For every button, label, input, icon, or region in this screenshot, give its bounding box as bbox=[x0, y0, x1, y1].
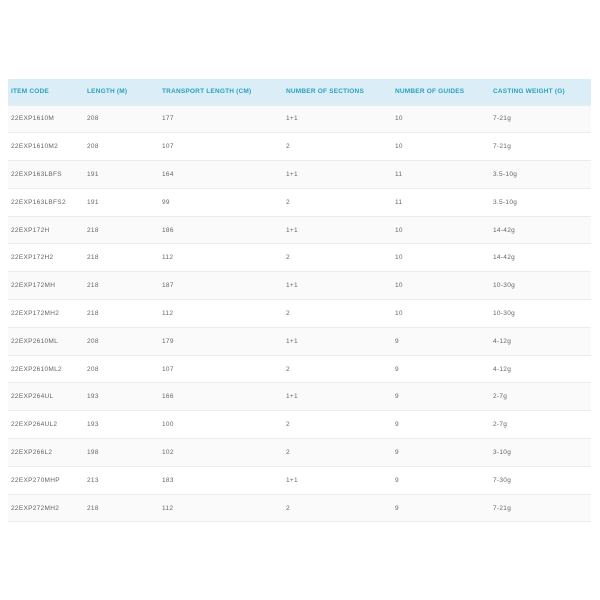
length-cell: 208 bbox=[87, 337, 99, 345]
header-transport-length: TRANSPORT LENGTH (CM) bbox=[162, 88, 252, 96]
guides-cell: 10 bbox=[395, 226, 403, 234]
header-casting-weight: CASTING WEIGHT (G) bbox=[493, 88, 565, 96]
sections-cell: 2 bbox=[286, 254, 290, 262]
table-row bbox=[8, 383, 591, 411]
item-code-cell: 22EXP172H2 bbox=[11, 254, 54, 262]
guides-cell: 9 bbox=[395, 421, 399, 429]
item-code-cell: 22EXP172MH bbox=[11, 282, 56, 290]
length-cell: 213 bbox=[87, 476, 99, 484]
casting-weight-cell: 10-30g bbox=[493, 309, 516, 317]
item-code-cell: 22EXP163LBFS bbox=[11, 170, 62, 178]
table-row bbox=[8, 355, 591, 383]
sections-cell: 1+1 bbox=[286, 393, 298, 401]
sections-cell: 1+1 bbox=[286, 337, 298, 345]
transport-length-cell: 112 bbox=[162, 504, 174, 512]
item-code-cell: 22EXP163LBFS2 bbox=[11, 198, 66, 206]
length-cell: 193 bbox=[87, 393, 99, 401]
item-code-cell: 22EXP1610M2 bbox=[11, 143, 59, 151]
sections-cell: 2 bbox=[286, 421, 290, 429]
item-code-cell: 22EXP264UL bbox=[11, 393, 54, 401]
sections-cell: 2 bbox=[286, 365, 290, 373]
casting-weight-cell: 10-30g bbox=[493, 282, 516, 290]
length-cell: 193 bbox=[87, 421, 99, 429]
table-body bbox=[8, 105, 591, 522]
sections-cell: 2 bbox=[286, 309, 290, 317]
transport-length-cell: 177 bbox=[162, 115, 174, 123]
header-row bbox=[8, 79, 591, 105]
transport-length-cell: 186 bbox=[162, 226, 174, 234]
sections-cell: 1+1 bbox=[286, 476, 298, 484]
casting-weight-cell: 3-10g bbox=[493, 448, 512, 456]
guides-cell: 11 bbox=[395, 198, 403, 206]
table-row bbox=[8, 494, 591, 522]
guides-cell: 10 bbox=[395, 115, 403, 123]
casting-weight-cell: 4-12g bbox=[493, 365, 512, 373]
transport-length-cell: 166 bbox=[162, 393, 174, 401]
transport-length-cell: 179 bbox=[162, 337, 174, 345]
table-header bbox=[8, 79, 591, 105]
spec-table bbox=[8, 79, 591, 522]
transport-length-cell: 112 bbox=[162, 254, 174, 262]
length-cell: 191 bbox=[87, 198, 99, 206]
guides-cell: 9 bbox=[395, 393, 399, 401]
guides-cell: 10 bbox=[395, 254, 403, 262]
guides-cell: 9 bbox=[395, 337, 399, 345]
guides-cell: 10 bbox=[395, 282, 403, 290]
item-code-cell: 22EXP272MH2 bbox=[11, 504, 60, 512]
guides-cell: 9 bbox=[395, 476, 399, 484]
item-code-cell: 22EXP172MH2 bbox=[11, 309, 60, 317]
length-cell: 218 bbox=[87, 254, 99, 262]
casting-weight-cell: 3.5-10g bbox=[493, 170, 518, 178]
transport-length-cell: 164 bbox=[162, 170, 174, 178]
sections-cell: 1+1 bbox=[286, 226, 298, 234]
table-row bbox=[8, 466, 591, 494]
guides-cell: 9 bbox=[395, 504, 399, 512]
transport-length-cell: 100 bbox=[162, 421, 174, 429]
sections-cell: 2 bbox=[286, 448, 290, 456]
header-number-of-guides: NUMBER OF GUIDES bbox=[395, 88, 465, 96]
guides-cell: 10 bbox=[395, 309, 403, 317]
length-cell: 208 bbox=[87, 143, 99, 151]
table-row bbox=[8, 188, 591, 216]
header-length: LENGTH (M) bbox=[87, 88, 128, 96]
length-cell: 198 bbox=[87, 448, 99, 456]
guides-cell: 9 bbox=[395, 365, 399, 373]
casting-weight-cell: 3.5-10g bbox=[493, 198, 518, 206]
item-code-cell: 22EXP270MHP bbox=[11, 476, 60, 484]
item-code-cell: 22EXP266L2 bbox=[11, 448, 53, 456]
length-cell: 218 bbox=[87, 282, 99, 290]
item-code-cell: 22EXP172H bbox=[11, 226, 50, 234]
length-cell: 191 bbox=[87, 170, 99, 178]
table-row bbox=[8, 411, 591, 439]
table-row bbox=[8, 244, 591, 272]
header-number-of-sections: NUMBER OF SECTIONS bbox=[286, 88, 364, 96]
sections-cell: 2 bbox=[286, 143, 290, 151]
transport-length-cell: 183 bbox=[162, 476, 174, 484]
transport-length-cell: 107 bbox=[162, 365, 174, 373]
guides-cell: 11 bbox=[395, 170, 403, 178]
sections-cell: 1+1 bbox=[286, 170, 298, 178]
item-code-cell: 22EXP2610ML bbox=[11, 337, 59, 345]
casting-weight-cell: 4-12g bbox=[493, 337, 512, 345]
casting-weight-cell: 7-21g bbox=[493, 143, 512, 151]
item-code-cell: 22EXP2610ML2 bbox=[11, 365, 62, 373]
casting-weight-cell: 7-21g bbox=[493, 115, 512, 123]
length-cell: 218 bbox=[87, 226, 99, 234]
transport-length-cell: 107 bbox=[162, 143, 174, 151]
casting-weight-cell: 7-30g bbox=[493, 476, 512, 484]
sections-cell: 2 bbox=[286, 504, 290, 512]
header-item-code: ITEM CODE bbox=[11, 88, 49, 96]
casting-weight-cell: 14-42g bbox=[493, 254, 516, 262]
table-row bbox=[8, 327, 591, 355]
table-row bbox=[8, 133, 591, 161]
table-row bbox=[8, 272, 591, 300]
transport-length-cell: 99 bbox=[162, 198, 170, 206]
guides-cell: 9 bbox=[395, 448, 399, 456]
item-code-cell: 22EXP264UL2 bbox=[11, 421, 58, 429]
transport-length-cell: 112 bbox=[162, 309, 174, 317]
transport-length-cell: 187 bbox=[162, 282, 174, 290]
table-row bbox=[8, 161, 591, 189]
transport-length-cell: 102 bbox=[162, 448, 174, 456]
sections-cell: 2 bbox=[286, 198, 290, 206]
table-row bbox=[8, 105, 591, 133]
length-cell: 218 bbox=[87, 309, 99, 317]
casting-weight-cell: 2-7g bbox=[493, 421, 508, 429]
casting-weight-cell: 14-42g bbox=[493, 226, 516, 234]
guides-cell: 10 bbox=[395, 143, 403, 151]
length-cell: 208 bbox=[87, 115, 99, 123]
length-cell: 208 bbox=[87, 365, 99, 373]
spec-table-container bbox=[8, 79, 591, 522]
sections-cell: 1+1 bbox=[286, 115, 298, 123]
table-row bbox=[8, 439, 591, 467]
item-code-cell: 22EXP1610M bbox=[11, 115, 55, 123]
table-row bbox=[8, 216, 591, 244]
length-cell: 218 bbox=[87, 504, 99, 512]
sections-cell: 1+1 bbox=[286, 282, 298, 290]
casting-weight-cell: 7-21g bbox=[493, 504, 512, 512]
table-row bbox=[8, 300, 591, 328]
casting-weight-cell: 2-7g bbox=[493, 393, 508, 401]
